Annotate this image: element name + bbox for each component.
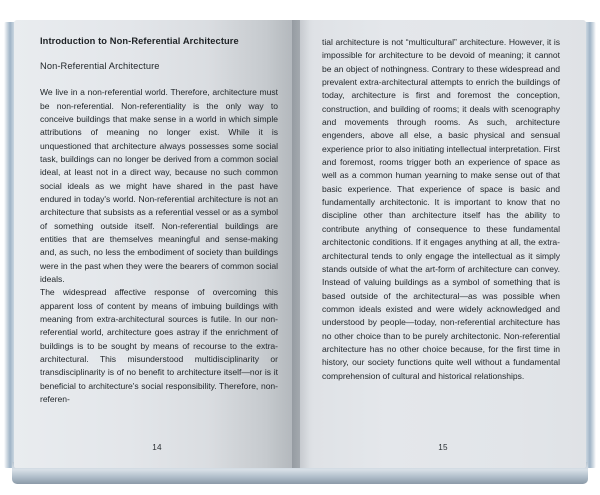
book-spread: [14, 20, 586, 468]
left-page: [14, 20, 300, 468]
right-page: [300, 20, 586, 468]
section-title: Non-Referential Architecture: [40, 60, 160, 71]
body-paragraph: We live in a non-referential world. Therefore, architecture must be non-referential. Non-referentiality is the only way to conceive buildings that make sense in a world in which simple attributions of meaning no longer exist. While it is unquestioned that architecture always possesses some social task, buildings can no longer be derived from a common social ideal, at least not in a direct way, because no such common social ideals as we might have shared in the past have endured in today's world. Non-referential architecture is not an architecture that subsists as a referential vessel or as a symbol of something outside itself. Non-referential buildings are entities that are themselves meaningful and sense-making and, as such, no less the embodiment of society than buildings were in the past when they were the bearers of common social ideals.: [40, 87, 278, 285]
body-paragraph: The widespread affective response of overcoming this apparent loss of content by means of imbuing buildings with meaning from extra-architectural sources is futile. In our non-referential world, architecture goes astray if the enrichment of buildings is to be sought by means of recourse to the extra-architectural. This misunderstood multidisciplinarity or transdisciplinarity is of no benefit to architecture itself—nor is it beneficial to architecture's social responsibility. Therefore, non-referen-: [40, 287, 278, 405]
body-paragraph: tial architecture is not “multicultural” architecture. However, it is impossible for architecture to be devoid of meaning; it cannot be an object of nothingness. Contrary to these widespread and prevalent extra-architectural attempts to enrich the buildings of today, architecture is first and foremost the conception, construction, and building of rooms; it deals with scenography and movements through rooms. As such, architecture engenders, above all else, a basic physical and sensual experience prior to also initiating intellectual interpretation. First and foremost, rooms trigger both an experience of space as well as a common human yearning to make sense out of that basic experience. That experience of space is basic and fundamentally architectonic. It is important to know that no discipline other than architecture itself has the ability to contribute anything of consequence to these fundamental architectonic conditions. If it engages anything at all, the extra-architectural tends to only engage the intellectual as it simply stands outside of what the art-form of architecture can convey. Instead of valuing buildings as a symbol of something that is based outside of the architectural—as was possible when common ideals existed and were widely acknowledged and understood by people—today, non-referential architecture has no other choice than to be purely architectonic. Non-referential architecture has no other choice because, for the first time in history, our society functions quite well without a fundamental comprehension of cultural and historical relationships.: [322, 37, 560, 381]
page-number: 15: [438, 443, 448, 452]
page-number: 14: [152, 443, 162, 452]
chapter-title: Introduction to Non-Referential Architecture: [40, 36, 239, 46]
